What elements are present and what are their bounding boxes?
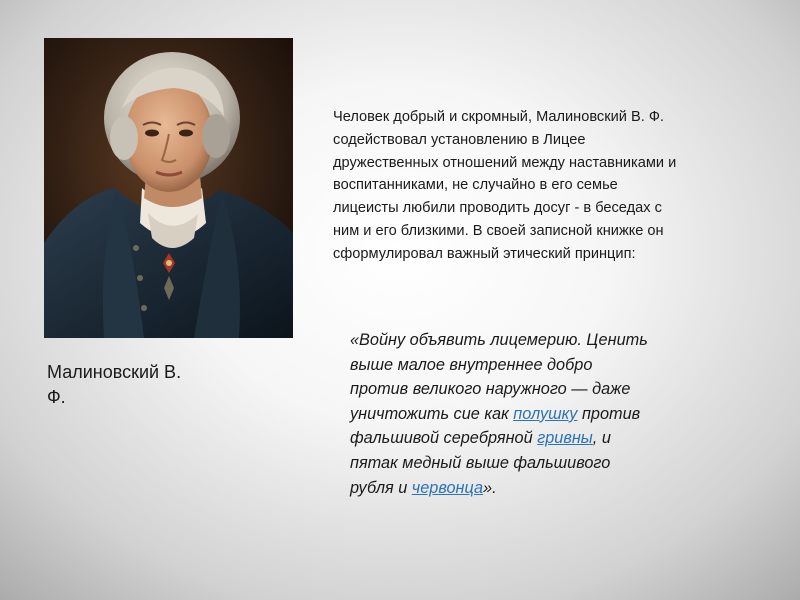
portrait-caption	[47, 360, 217, 410]
quote-text: ».	[483, 478, 497, 497]
bio-line: дружественных отношений между наставниками и	[333, 154, 677, 171]
quote-line: против великого наружного — даже	[350, 380, 631, 399]
quote-line	[350, 426, 740, 451]
quote-text: против	[577, 404, 641, 423]
quote-line	[350, 476, 740, 501]
quote-line	[350, 402, 740, 427]
quote-text: , и	[592, 429, 611, 448]
bio-line: ним и его близкими. В своей записной книжке он	[333, 222, 664, 239]
quote-line: выше малое внутреннее добро	[350, 355, 593, 374]
bio-paragraph	[333, 106, 763, 266]
quote-text: фальшивой серебряной	[350, 429, 538, 448]
bio-line: воспитанниками, не случайно в его семье	[333, 177, 618, 194]
quote-block	[350, 328, 740, 500]
bio-line: содействовал установлению в Лицее	[333, 131, 586, 148]
bio-line: Человек добрый и скромный, Малиновский В. Ф.	[333, 109, 664, 125]
portrait-image	[44, 38, 293, 338]
link-grivna[interactable]: гривны	[537, 429, 593, 448]
quote-text: уничтожить сие как	[350, 404, 514, 423]
bio-line: сформулировал важный этический принцип:	[333, 245, 636, 262]
bio-line: лицеисты любили проводить досуг - в беседах с	[333, 200, 662, 217]
caption-line-1: Малиновский В.	[47, 362, 182, 382]
quote-line: «Войну объявить лицемерию. Ценить	[350, 331, 648, 349]
link-chervonets[interactable]: червонца	[411, 478, 484, 497]
quote-text: рубля и	[350, 478, 412, 497]
quote-line: пятак медный выше фальшивого	[350, 453, 611, 472]
caption-line-2: Ф.	[47, 387, 66, 407]
link-polushka[interactable]: полушку	[513, 404, 578, 423]
